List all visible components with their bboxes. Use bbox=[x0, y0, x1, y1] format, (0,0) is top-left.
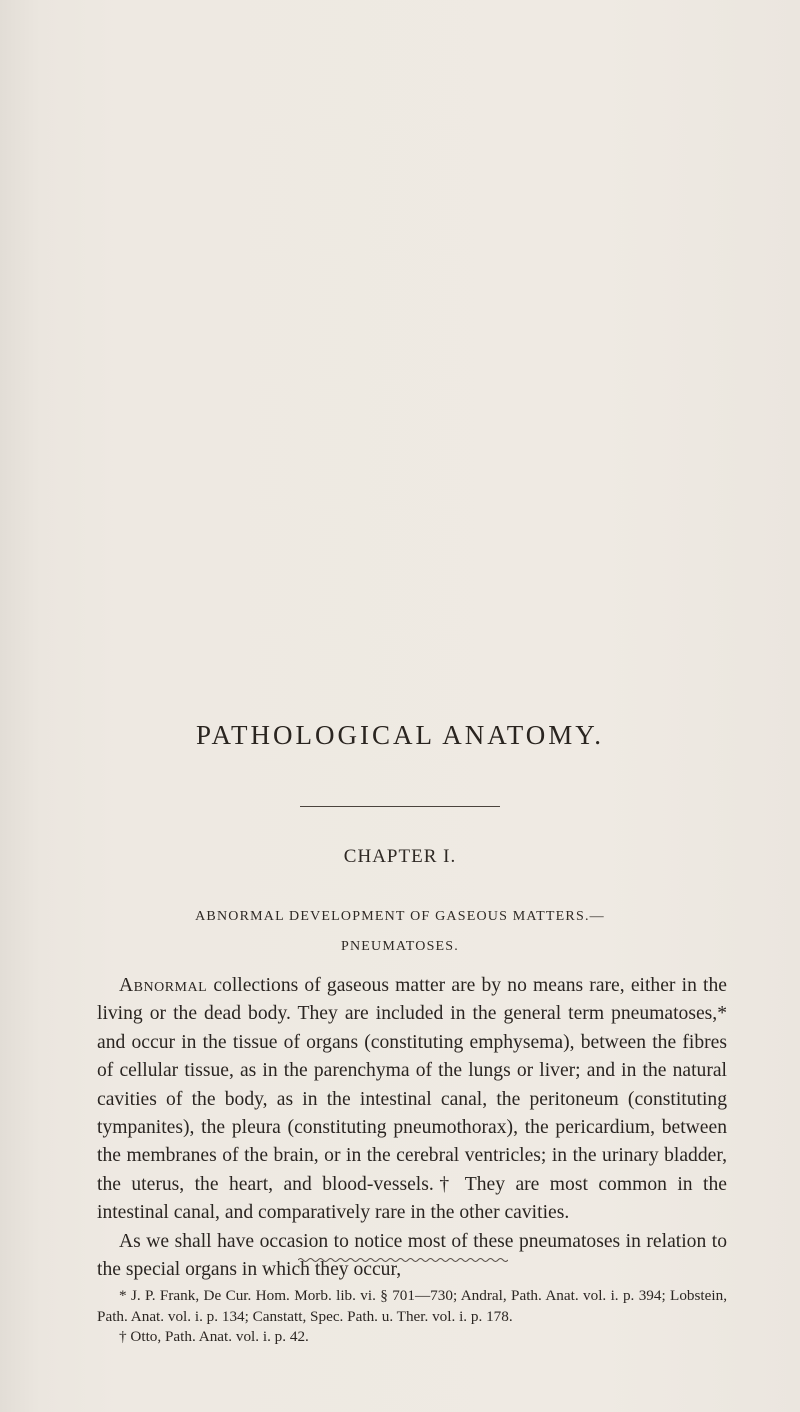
chapter-subtitle-line-2: PNEUMATOSES. bbox=[341, 939, 459, 954]
paragraph-lead-word: Abnormal bbox=[119, 975, 208, 996]
paragraph-1 bbox=[97, 972, 727, 1228]
paragraph-2: As we shall have occasion to notice most of these pneumatoses in relation to the special organs in which they occur, bbox=[97, 1230, 727, 1281]
footnote-1: * J. P. Frank, De Cur. Hom. Morb. lib. vi. § 701—730; Andral, Path. Anat. vol. i. p. 394; Lobstein, Path. Anat. vol. i. p. 134; Canstatt, Spec. Path. u. Ther. vol. i. p. 178. bbox=[97, 1287, 727, 1325]
title-divider bbox=[300, 806, 500, 807]
chapter-subtitle bbox=[0, 902, 800, 962]
footnote-separator bbox=[298, 1257, 508, 1263]
body-text bbox=[97, 972, 727, 1284]
chapter-subtitle-line-1: ABNORMAL DEVELOPMENT OF GASEOUS MATTERS.— bbox=[195, 909, 605, 924]
footnote-2: † Otto, Path. Anat. vol. i. p. 42. bbox=[119, 1328, 309, 1345]
book-title: PATHOLOGICAL ANATOMY. bbox=[195, 720, 605, 750]
paragraph-1-text: collections of gaseous matter are by no means rare, either in the living or the dead body. They are included in the general term pneumatoses,* and occur in the tissue of organs (constituting emphysema), between the fibres of cellular tissue, as in the parenchyma of the lungs or liver; and in the natural cavities of the body, as in the intestinal canal, the peritoneum (constituting tympanites), the pleura (constituting pneumothorax), the pericardium, between the membranes of the brain, or in the cerebral ventricles; in the urinary bladder, the uterus, the heart, and blood-vessels.† They are most common in the intestinal canal, and comparatively rare in the other cavities. bbox=[97, 975, 727, 1224]
footnotes bbox=[97, 1286, 727, 1348]
chapter-heading: CHAPTER I. bbox=[343, 846, 457, 867]
